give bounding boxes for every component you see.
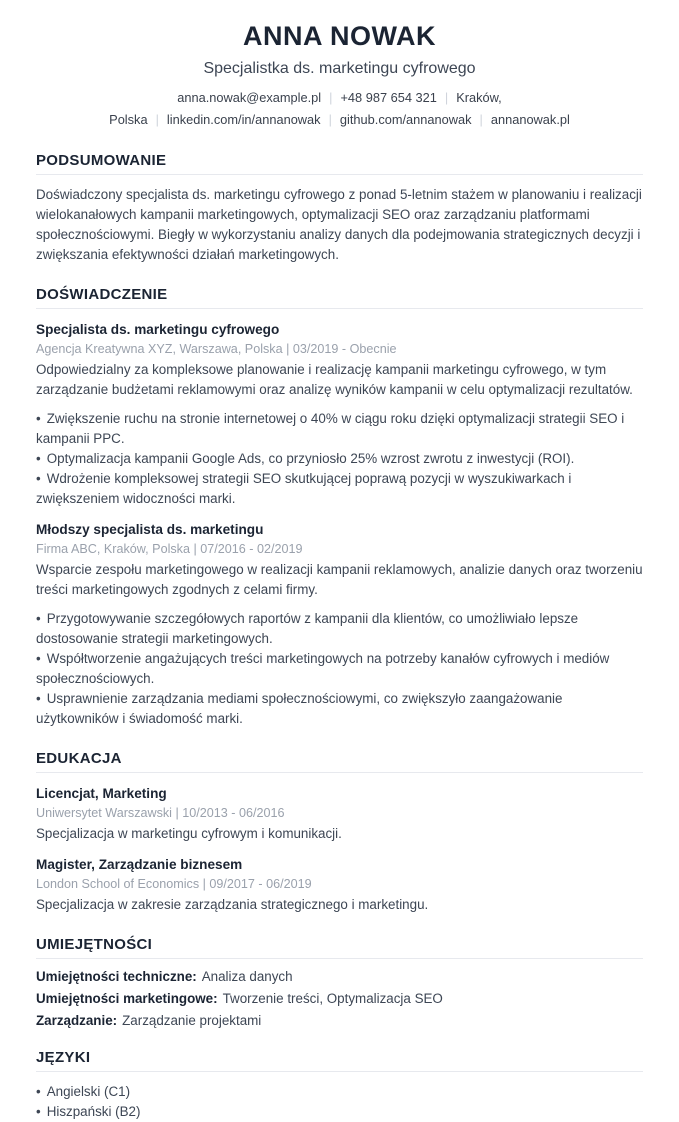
bullet-item <box>36 469 643 509</box>
bullet-icon: • <box>36 451 41 466</box>
bullet-icon: • <box>36 471 41 486</box>
skill-values: Analiza danych <box>201 969 293 984</box>
language-item <box>36 1102 643 1122</box>
skill-values: Zarządzanie projektami <box>122 1013 262 1028</box>
education-entry <box>36 785 643 844</box>
job-achievements <box>36 409 643 509</box>
bullet-item <box>36 449 643 469</box>
education-meta: London School of Economics | 09/2017 - 06/2019 <box>36 877 312 891</box>
section-heading-experience: DOŚWIADCZENIE <box>36 287 643 309</box>
education-description: Specjalizacja w marketingu cyfrowym i komunikacji. <box>36 826 342 841</box>
bullet-text: Wdrożenie kompleksowej strategii SEO skutkującej poprawą pozycji w wyszukiwarkach i zwiększeniem widoczności marki. <box>36 471 572 506</box>
bullet-item <box>36 689 643 729</box>
job-title: Młodszy specjalista ds. marketingu <box>36 522 264 537</box>
bullet-icon: • <box>36 651 41 666</box>
section-heading-education: EDUKACJA <box>36 751 643 773</box>
skill-item <box>36 991 643 1006</box>
contact-email: anna.nowak@example.pl <box>177 90 322 105</box>
skill-item <box>36 969 643 984</box>
contact-location: Kraków, Polska <box>109 90 502 127</box>
skill-values: Tworzenie treści, Optymalizacja SEO <box>222 991 443 1006</box>
languages-list <box>36 1082 643 1122</box>
candidate-job-title: Specjalistka ds. marketingu cyfrowego <box>203 60 476 77</box>
language-text: Hiszpański (B2) <box>46 1104 141 1119</box>
job-description: Odpowiedzialny za kompleksowe planowanie i realizację kampanii marketingu cyfrowego, w tym zarządzanie budżetami reklamowymi oraz analizę wyników kampanii w celu optymalizacji rezultatów. <box>36 362 633 397</box>
bullet-icon: • <box>36 411 41 426</box>
section-education <box>36 751 643 915</box>
job-entry <box>36 521 643 729</box>
contact-info <box>42 87 638 131</box>
pipe-separator: | <box>328 112 332 127</box>
resume-header <box>36 20 643 131</box>
pipe-separator: | <box>155 112 159 127</box>
bullet-text: Usprawnienie zarządzania mediami społecznościowymi, co zwiększyło zaangażowanie użytkowników i świadomość marki. <box>36 691 563 726</box>
bullet-item <box>36 409 643 449</box>
pipe-separator: | <box>479 112 483 127</box>
skill-category-label: Umiejętności marketingowe: <box>36 991 218 1006</box>
section-languages <box>36 1050 643 1122</box>
contact-website: annanowak.pl <box>490 112 570 127</box>
job-meta: Agencja Kreatywna XYZ, Warszawa, Polska | 03/2019 - Obecnie <box>36 342 397 356</box>
degree-title: Magister, Zarządzanie biznesem <box>36 857 243 872</box>
language-text: Angielski (C1) <box>46 1084 131 1099</box>
bullet-icon: • <box>36 1084 41 1099</box>
job-achievements <box>36 609 643 729</box>
education-description: Specjalizacja w zakresie zarządzania strategicznego i marketingu. <box>36 897 429 912</box>
bullet-item <box>36 609 643 649</box>
bullet-text: Przygotowywanie szczegółowych raportów z kampanii dla klientów, co umożliwiało lepsze dostosowanie strategii marketingowych. <box>36 611 579 646</box>
bullet-icon: • <box>36 691 41 706</box>
section-heading-skills: UMIEJĘTNOŚCI <box>36 937 643 959</box>
bullet-text: Optymalizacja kampanii Google Ads, co przyniosło 25% wzrost zwrotu z inwestycji (ROI). <box>46 451 575 466</box>
bullet-text: Zwiększenie ruchu na stronie internetowej o 40% w ciągu roku dzięki optymalizacji strategii SEO i kampanii PPC. <box>36 411 625 446</box>
language-item <box>36 1082 643 1102</box>
job-meta: Firma ABC, Kraków, Polska | 07/2016 - 02/2019 <box>36 542 303 556</box>
education-meta: Uniwersytet Warszawski | 10/2013 - 06/2016 <box>36 806 285 820</box>
contact-phone: +48 987 654 321 <box>340 90 437 105</box>
job-title: Specjalista ds. marketingu cyfrowego <box>36 322 280 337</box>
contact-github: github.com/annanowak <box>339 112 472 127</box>
contact-linkedin: linkedin.com/in/annanowak <box>166 112 321 127</box>
section-summary <box>36 153 643 265</box>
skill-category-label: Umiejętności techniczne: <box>36 969 197 984</box>
education-entry <box>36 856 643 915</box>
skill-item <box>36 1013 643 1028</box>
candidate-name: ANNA NOWAK <box>243 21 436 51</box>
bullet-icon: • <box>36 611 41 626</box>
pipe-separator: | <box>444 90 449 105</box>
section-heading-summary: PODSUMOWANIE <box>36 153 643 175</box>
bullet-icon: • <box>36 1104 41 1119</box>
section-experience <box>36 287 643 729</box>
pipe-separator: | <box>329 90 333 105</box>
degree-title: Licencjat, Marketing <box>36 786 167 801</box>
job-description: Wsparcie zespołu marketingowego w realizacji kampanii reklamowych, analizie danych oraz tworzeniu treści marketingowych zgodnych z celami firmy. <box>36 562 643 597</box>
summary-text: Doświadczony specjalista ds. marketingu cyfrowego z ponad 5-letnim stażem w planowaniu i realizacji wielokanałowych kampanii marketingowych, optymalizacji SEO oraz zarządzaniu platformami społecznościowymi. Biegły w wykorzystaniu analizy danych dla podejmowania strategicznych decyzji i zwiększania efektywności działań marketingowych. <box>36 187 642 262</box>
skill-category-label: Zarządzanie: <box>36 1013 118 1028</box>
bullet-text: Współtworzenie angażujących treści marketingowych na potrzeby kanałów cyfrowych i mediów społecznościowych. <box>36 651 610 686</box>
bullet-item <box>36 649 643 689</box>
section-heading-languages: JĘZYKI <box>36 1050 643 1072</box>
job-entry <box>36 321 643 509</box>
section-skills <box>36 937 643 1028</box>
